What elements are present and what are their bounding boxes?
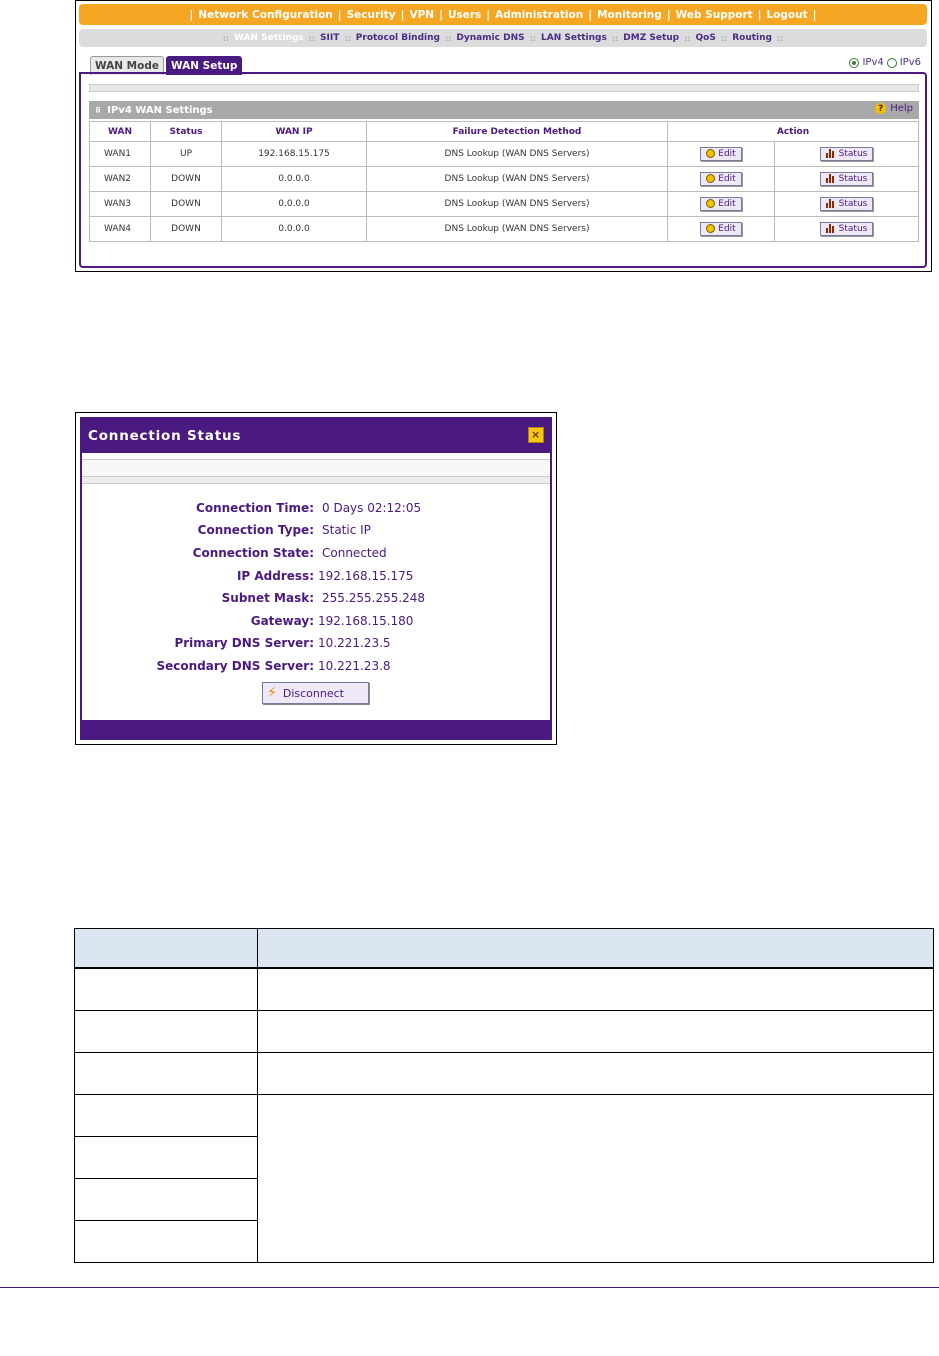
nav-separator: | bbox=[400, 8, 405, 21]
divider bbox=[82, 477, 550, 484]
table-row bbox=[90, 217, 919, 242]
edit-label: Edit bbox=[718, 223, 736, 234]
edit-label: Edit bbox=[718, 148, 736, 159]
subnav-separator: :: bbox=[444, 33, 452, 43]
edit-button[interactable] bbox=[700, 172, 741, 186]
field-label: Gateway: bbox=[250, 614, 314, 628]
tab-wan-mode[interactable]: WAN Mode bbox=[90, 56, 164, 75]
table-cell bbox=[258, 1095, 934, 1263]
cell-wan: WAN1 bbox=[90, 142, 151, 167]
disconnect-label: Disconnect bbox=[282, 686, 344, 700]
edit-icon bbox=[706, 199, 715, 208]
dialog-header bbox=[82, 419, 550, 453]
subnav-dmz-setup[interactable]: DMZ Setup bbox=[623, 33, 680, 43]
field-value: 10.221.23.5 bbox=[318, 636, 391, 650]
edit-label: Edit bbox=[718, 198, 736, 209]
nav-separator: | bbox=[486, 8, 491, 21]
field-label: Connection Type: bbox=[197, 523, 314, 537]
edit-label: Edit bbox=[718, 173, 736, 184]
cell-status: UP bbox=[151, 142, 222, 167]
nav-web-support[interactable]: Web Support bbox=[675, 8, 753, 21]
nav-security[interactable]: Security bbox=[346, 8, 396, 21]
nav-administration[interactable]: Administration bbox=[495, 8, 584, 21]
tab-wan-setup[interactable]: WAN Setup bbox=[166, 56, 242, 75]
cell-ip: 0.0.0.0 bbox=[222, 217, 367, 242]
subnav-routing[interactable]: Routing bbox=[732, 33, 772, 43]
status-button[interactable] bbox=[820, 172, 874, 186]
nav-users[interactable]: Users bbox=[447, 8, 482, 21]
disconnect-button[interactable] bbox=[262, 682, 369, 704]
field-label: IP Address: bbox=[236, 569, 314, 583]
subnav-separator: :: bbox=[529, 33, 536, 43]
cell-status: DOWN bbox=[151, 167, 222, 192]
cell-status-action bbox=[775, 167, 919, 192]
wan-table bbox=[89, 121, 919, 242]
table-row bbox=[75, 1053, 934, 1095]
cell-edit bbox=[668, 192, 775, 217]
edit-button[interactable] bbox=[700, 222, 741, 236]
nav-separator: | bbox=[337, 8, 342, 21]
col-failure-detection: Failure Detection Method bbox=[367, 122, 668, 142]
cell-status-action bbox=[775, 142, 919, 167]
nav-separator: | bbox=[757, 8, 762, 21]
grip-icon: ⠿ bbox=[95, 105, 102, 115]
cell-edit bbox=[668, 217, 775, 242]
cell-status: DOWN bbox=[151, 217, 222, 242]
field-connection-state bbox=[82, 544, 550, 562]
status-button[interactable] bbox=[820, 197, 874, 211]
field-value: 10.221.23.8 bbox=[318, 659, 391, 673]
field-value: Static IP bbox=[322, 523, 371, 537]
nav-vpn[interactable]: VPN bbox=[409, 8, 435, 21]
table-header-row bbox=[75, 929, 934, 969]
field-value: Connected bbox=[322, 546, 387, 560]
dialog-title: Connection Status bbox=[88, 428, 242, 444]
help-icon: ? bbox=[875, 103, 886, 114]
subnav-separator: :: bbox=[222, 33, 229, 43]
table-cell bbox=[75, 1011, 258, 1053]
field-secondary-dns bbox=[82, 657, 550, 675]
content-frame bbox=[79, 72, 927, 268]
subnav-dynamic-dns[interactable]: Dynamic DNS bbox=[456, 33, 525, 43]
table-cell bbox=[75, 1179, 258, 1221]
ipv6-label: IPv6 bbox=[899, 57, 921, 68]
col-status: Status bbox=[151, 122, 222, 142]
subnav-separator: :: bbox=[720, 33, 728, 43]
main-nav bbox=[79, 4, 927, 25]
subnav-separator: :: bbox=[777, 33, 784, 43]
table-cell bbox=[75, 968, 258, 1011]
footer-rule bbox=[0, 1287, 939, 1288]
status-label: Status bbox=[838, 223, 868, 234]
cell-method: DNS Lookup (WAN DNS Servers) bbox=[367, 167, 668, 192]
cell-ip: 192.168.15.175 bbox=[222, 142, 367, 167]
table-cell bbox=[75, 1137, 258, 1179]
subnav-wan-settings[interactable]: WAN Settings bbox=[234, 33, 304, 43]
field-value: 255.255.255.248 bbox=[322, 591, 426, 605]
section-header bbox=[89, 101, 919, 119]
header-cell bbox=[75, 929, 258, 969]
nav-separator: | bbox=[439, 8, 443, 21]
cell-method: DNS Lookup (WAN DNS Servers) bbox=[367, 192, 668, 217]
connection-status-screenshot bbox=[75, 412, 557, 745]
field-label: Secondary DNS Server: bbox=[156, 659, 314, 673]
cell-status-action bbox=[775, 217, 919, 242]
section-title: IPv4 WAN Settings bbox=[107, 104, 213, 116]
field-label: Connection Time: bbox=[196, 501, 314, 515]
cell-method: DNS Lookup (WAN DNS Servers) bbox=[367, 217, 668, 242]
status-button[interactable] bbox=[820, 147, 874, 161]
subnav-separator: :: bbox=[344, 33, 351, 43]
status-label: Status bbox=[838, 198, 868, 209]
message-bar bbox=[82, 459, 550, 477]
status-label: Status bbox=[838, 173, 868, 184]
field-label: Subnet Mask: bbox=[221, 591, 314, 605]
table-cell bbox=[258, 968, 934, 1011]
cell-wan: WAN2 bbox=[90, 167, 151, 192]
cell-status: DOWN bbox=[151, 192, 222, 217]
help-label: Help bbox=[890, 103, 913, 114]
status-label: Status bbox=[838, 148, 868, 159]
edit-icon bbox=[706, 174, 715, 183]
nav-separator: | bbox=[812, 8, 817, 21]
field-value: 0 Days 02:12:05 bbox=[322, 501, 422, 515]
nav-network-configuration[interactable]: Network Configuration bbox=[198, 8, 333, 21]
edit-button[interactable] bbox=[700, 197, 741, 211]
subnav-siit[interactable]: SIIT bbox=[320, 33, 340, 43]
cell-status-action bbox=[775, 192, 919, 217]
ipv6-radio[interactable] bbox=[887, 58, 897, 68]
subnav-separator: :: bbox=[684, 33, 691, 43]
nav-separator: | bbox=[189, 8, 194, 21]
cell-method: DNS Lookup (WAN DNS Servers) bbox=[367, 142, 668, 167]
field-label: Primary DNS Server: bbox=[174, 636, 314, 650]
cell-edit bbox=[668, 167, 775, 192]
chart-icon bbox=[826, 199, 836, 208]
ipv4-radio[interactable] bbox=[849, 58, 859, 68]
ipv4-label: IPv4 bbox=[862, 57, 884, 68]
field-value: 192.168.15.175 bbox=[318, 569, 414, 583]
field-gateway bbox=[82, 612, 550, 630]
sub-nav bbox=[79, 29, 927, 47]
field-label: Connection State: bbox=[192, 546, 314, 560]
field-subnet-mask bbox=[82, 589, 550, 607]
table-row bbox=[75, 968, 934, 1011]
table-row bbox=[90, 142, 919, 167]
subnav-separator: :: bbox=[308, 33, 316, 43]
table-cell bbox=[75, 1095, 258, 1137]
table-cell bbox=[258, 1011, 934, 1053]
nav-monitoring[interactable]: Monitoring bbox=[597, 8, 662, 21]
subnav-separator: :: bbox=[611, 33, 619, 43]
status-button[interactable] bbox=[820, 222, 874, 236]
close-icon[interactable]: × bbox=[528, 427, 544, 443]
field-connection-time bbox=[82, 499, 550, 517]
field-connection-type bbox=[82, 521, 550, 539]
table-row bbox=[90, 167, 919, 192]
cell-wan: WAN4 bbox=[90, 217, 151, 242]
message-bar bbox=[89, 84, 919, 92]
table-cell bbox=[75, 1221, 258, 1263]
header-cell bbox=[258, 929, 934, 969]
wan-setup-screenshot bbox=[75, 0, 932, 272]
nav-logout[interactable]: Logout bbox=[766, 8, 808, 21]
chart-icon bbox=[826, 149, 836, 158]
nav-separator: | bbox=[588, 8, 593, 21]
table-cell bbox=[258, 1053, 934, 1095]
connection-status-dialog bbox=[80, 417, 552, 740]
chart-icon bbox=[826, 174, 836, 183]
description-table bbox=[74, 928, 934, 1263]
col-wan-ip: WAN IP bbox=[222, 122, 367, 142]
col-action: Action bbox=[668, 122, 919, 142]
edit-button[interactable] bbox=[700, 147, 741, 161]
dialog-footer bbox=[82, 720, 550, 738]
cell-ip: 0.0.0.0 bbox=[222, 167, 367, 192]
table-row bbox=[75, 1095, 934, 1137]
field-primary-dns bbox=[82, 634, 550, 652]
subnav-protocol-binding[interactable]: Protocol Binding bbox=[355, 33, 440, 43]
table-row bbox=[90, 192, 919, 217]
disconnect-icon: ⚡ bbox=[267, 685, 277, 701]
edit-icon bbox=[706, 149, 715, 158]
table-cell bbox=[75, 1053, 258, 1095]
table-header-row bbox=[90, 122, 919, 142]
table-row bbox=[75, 1011, 934, 1053]
field-ip-address bbox=[82, 567, 550, 585]
edit-icon bbox=[706, 224, 715, 233]
col-wan: WAN bbox=[90, 122, 151, 142]
cell-wan: WAN3 bbox=[90, 192, 151, 217]
cell-ip: 0.0.0.0 bbox=[222, 192, 367, 217]
subnav-qos[interactable]: QoS bbox=[695, 33, 716, 43]
nav-separator: | bbox=[666, 8, 671, 21]
subnav-lan-settings[interactable]: LAN Settings bbox=[541, 33, 607, 43]
ip-version-toggle bbox=[849, 57, 921, 68]
cell-edit bbox=[668, 142, 775, 167]
field-value: 192.168.15.180 bbox=[318, 614, 414, 628]
help-link[interactable] bbox=[875, 103, 913, 114]
chart-icon bbox=[826, 224, 836, 233]
